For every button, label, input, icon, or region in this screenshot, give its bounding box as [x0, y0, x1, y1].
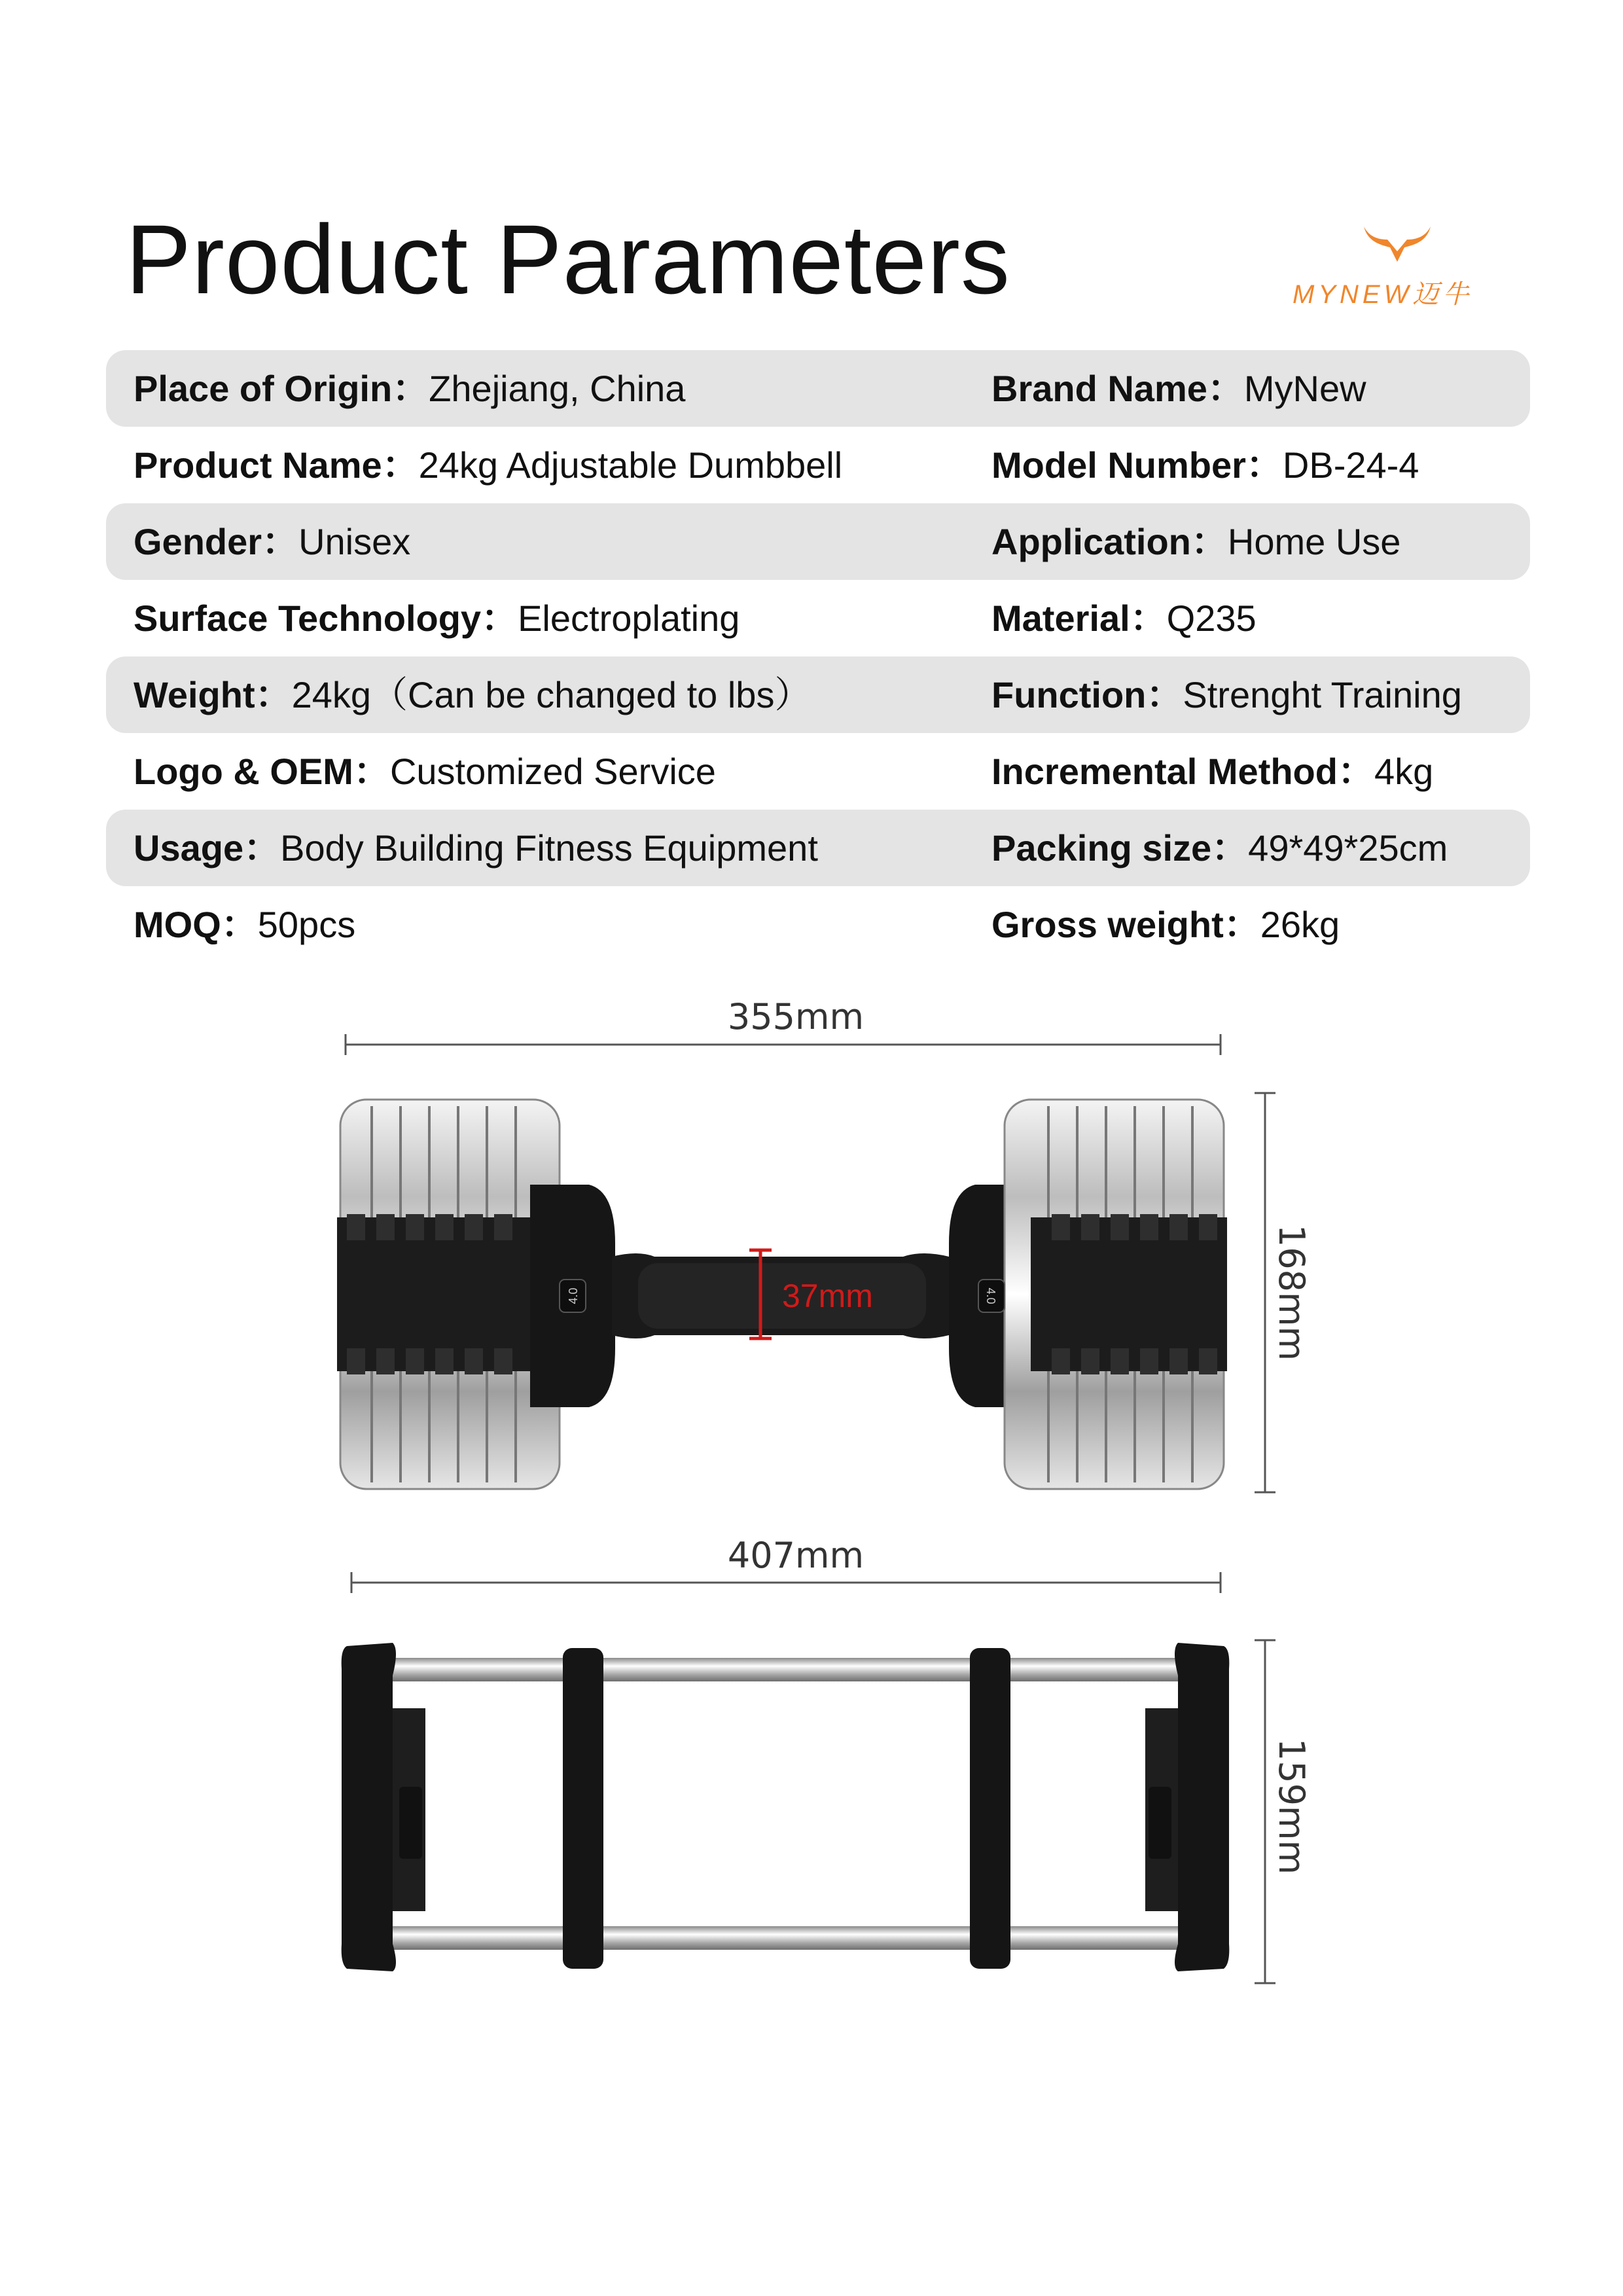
- dumbbell-height-label: 168mm: [1271, 1224, 1312, 1361]
- base-height-label: 159mm: [1271, 1738, 1312, 1875]
- param-label: Application：: [991, 521, 1228, 562]
- param-row: [106, 350, 1530, 427]
- dial-value-right: 4.0: [984, 1287, 997, 1304]
- param-label: Product Name：: [134, 444, 419, 486]
- param-value: 4kg: [1374, 751, 1434, 792]
- base-length-label: 407mm: [727, 1535, 865, 1576]
- dumbbell-height-dimension: [1255, 1093, 1312, 1492]
- parameters-table: [106, 350, 1530, 963]
- param-label: Logo & OEM：: [134, 751, 390, 792]
- param-value: Zhejiang, China: [429, 368, 686, 409]
- bull-horns-icon: [1361, 223, 1433, 268]
- param-value: MyNew: [1243, 368, 1366, 409]
- brand-logo: [1293, 223, 1508, 314]
- base-length-dimension: [351, 1535, 1221, 1593]
- param-row: [106, 886, 1530, 963]
- param-label: Usage：: [134, 827, 281, 869]
- param-value: Home Use: [1227, 521, 1401, 562]
- param-value: 24kg（Can be changed to lbs）: [291, 674, 812, 715]
- param-label: Brand Name：: [991, 368, 1244, 409]
- page-title: Product Parameters: [126, 204, 1010, 314]
- dumbbell-length-label: 355mm: [727, 996, 865, 1037]
- brand-logo-text: MYNEW迈牛: [1293, 280, 1473, 309]
- param-value: 24kg Adjustable Dumbbell: [418, 444, 843, 486]
- base-height-dimension: [1255, 1640, 1312, 1983]
- param-value: Customized Service: [389, 751, 716, 792]
- param-label: Function：: [991, 674, 1183, 715]
- param-row: [106, 733, 1530, 810]
- param-value: Body Building Fitness Equipment: [280, 827, 818, 869]
- param-value: 26kg: [1260, 904, 1340, 945]
- param-value: Electroplating: [518, 598, 740, 639]
- param-row: [106, 580, 1530, 656]
- dumbbell-base-image: [342, 1643, 1230, 1971]
- param-value: DB-24-4: [1282, 444, 1419, 486]
- param-label: Place of Origin：: [134, 368, 429, 409]
- param-label: Packing size：: [991, 827, 1249, 869]
- param-value: Unisex: [298, 521, 411, 562]
- dumbbell-image: [337, 1100, 1227, 1489]
- param-label: Gross weight：: [991, 904, 1260, 945]
- param-label: Incremental Method：: [991, 751, 1374, 792]
- param-value: Q235: [1166, 598, 1257, 639]
- param-label: Gender：: [134, 521, 299, 562]
- param-label: Surface Technology：: [134, 598, 518, 639]
- param-row: [106, 810, 1530, 886]
- param-value: 49*49*25cm: [1248, 827, 1448, 869]
- param-row: [106, 427, 1530, 503]
- dial-value-left: 4.0: [567, 1287, 580, 1304]
- dumbbell-length-dimension: [346, 996, 1221, 1055]
- param-value: Strenght Training: [1183, 674, 1462, 715]
- param-label: Material：: [991, 598, 1167, 639]
- param-label: Model Number：: [991, 444, 1283, 486]
- param-row: [106, 503, 1530, 580]
- param-label: MOQ：: [134, 904, 258, 945]
- param-value: 50pcs: [257, 904, 356, 945]
- handle-diameter-label: 37mm: [782, 1278, 873, 1314]
- param-row: [106, 656, 1530, 733]
- product-dimension-drawings: [0, 982, 1623, 2029]
- param-label: Weight：: [134, 674, 292, 715]
